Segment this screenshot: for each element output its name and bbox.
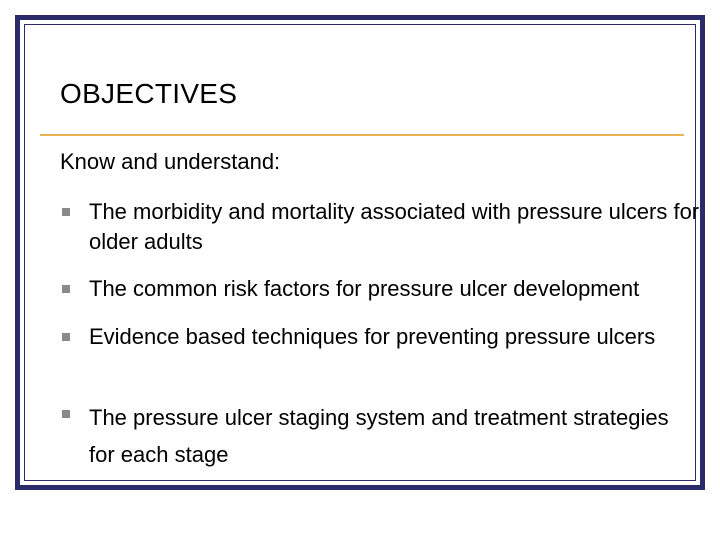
slide-title: OBJECTIVES bbox=[60, 78, 238, 109]
square-bullet-icon bbox=[62, 208, 70, 216]
square-bullet-icon bbox=[62, 285, 70, 293]
bullet-item bbox=[60, 197, 700, 257]
bullet-item bbox=[60, 322, 700, 352]
bullet-item bbox=[60, 399, 700, 473]
square-bullet-icon bbox=[62, 333, 70, 341]
bullet-text: The common risk factors for pressure ulcer development bbox=[89, 276, 640, 301]
title-divider bbox=[40, 134, 684, 136]
bullet-item bbox=[60, 274, 700, 304]
bullet-text: Evidence based techniques for preventing pressure ulcers bbox=[89, 324, 656, 349]
square-bullet-icon bbox=[62, 410, 70, 418]
intro-text: Know and understand: bbox=[60, 149, 281, 174]
bullet-text: The pressure ulcer staging system and treatment strategies for each stage bbox=[89, 405, 669, 467]
bullet-text: The morbidity and mortality associated with pressure ulcers for older adults bbox=[89, 199, 700, 254]
